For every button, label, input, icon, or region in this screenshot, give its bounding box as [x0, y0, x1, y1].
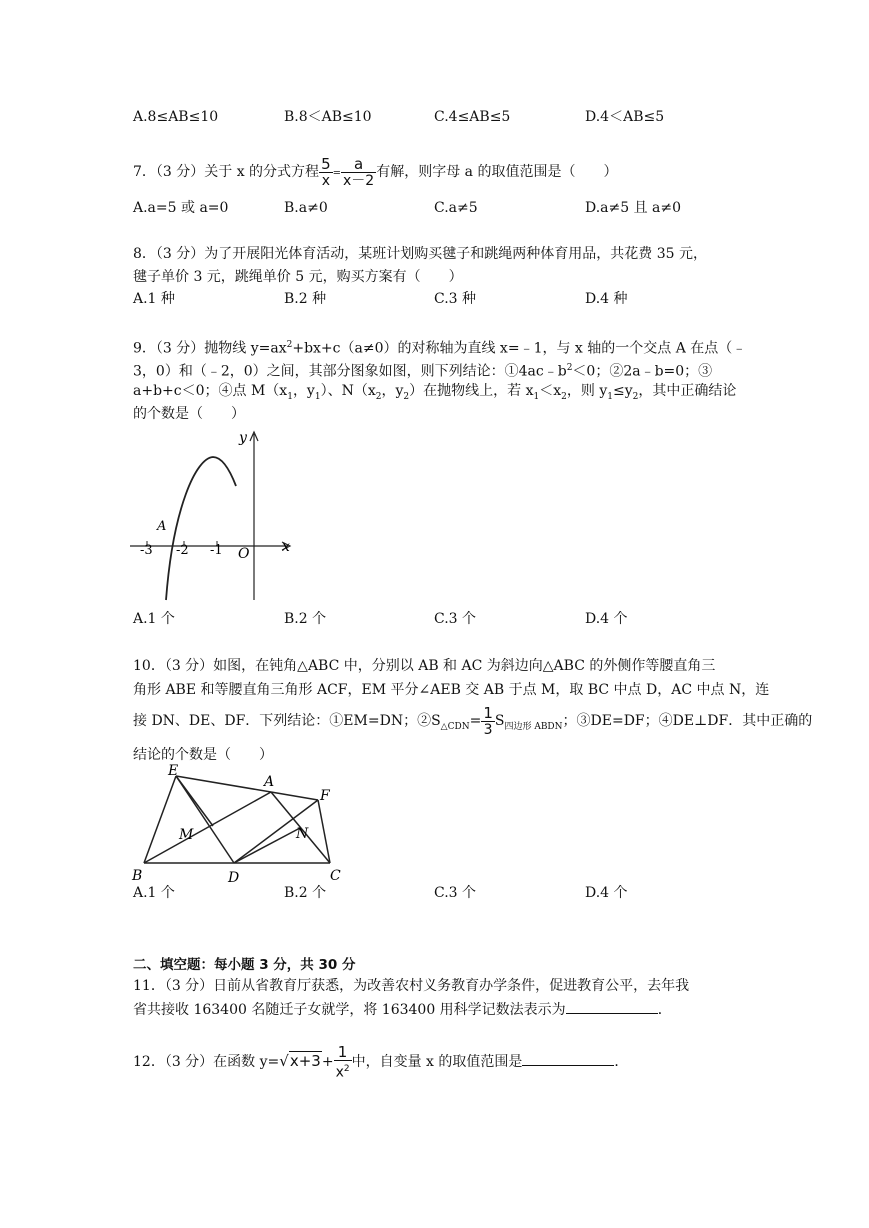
q7-option-a: A.a=5 或 a=0 [133, 200, 229, 216]
seg-ea [176, 776, 271, 792]
q9-line-2: 3，0）和（﹣2，0）之间，其部分图象如图，则下列结论：$①4ac﹣b^2<0$；②2a﹣b=0；③ [133, 363, 713, 380]
q6-option-a: A.8≤AB≤10 [133, 109, 219, 125]
q10-line-3: 接 DN、DE、DF．下列结论：①EM=DN；$②S_{\triangle CDN}=$ $\frac{1}{3}$ $S_{四边形 ABDN}$；③DE=DF；④DE⊥DF．其中正确的 [133, 703, 813, 738]
q8-option-a: A.1 种 [133, 291, 175, 307]
q10-option-a: A.1 个 [133, 885, 175, 901]
label-d: D [228, 870, 240, 886]
point-a-label: A [157, 519, 167, 534]
q12-stem: 12．（3 分）在函数 y=√x+3+ $\frac{1}{x^2}$ 中，自变量 x 的取值范围是 ． [133, 1042, 629, 1081]
q7-option-b: B.a≠0 [284, 200, 328, 216]
section-2-title: 二、填空题：每小题 3 分，共 30 分 [133, 957, 356, 973]
q9-option-c: C.3 个 [434, 611, 477, 627]
q8-line-2: 毽子单价 3 元，跳绳单价 5 元，购买方案有（ ） [133, 269, 463, 285]
q9-line-1: 9．（3 分）抛物线 $y=ax^2+bx+c(a\ne 0)$的对称轴为直线 x=﹣1，与 x 轴的一个交点 A 在点（﹣ [133, 340, 747, 357]
q7-fraction-1: $\frac{5}{x}$ [321, 154, 331, 189]
q6-options [133, 107, 753, 127]
q12-suffix: 中，自变量 x 的取值范围是 [351, 1054, 523, 1070]
q9-parabola-graph [128, 428, 298, 603]
q7-option-c: C.a≠5 [434, 200, 478, 216]
q6-option-c: C.4≤AB≤5 [434, 109, 511, 125]
q10-triangle-figure [128, 762, 348, 888]
seg-be [144, 776, 176, 863]
x-axis-label: x [282, 539, 290, 555]
q9-option-b: B.2 个 [284, 611, 327, 627]
label-m: M [179, 827, 194, 843]
seg-fc [318, 800, 330, 863]
label-e: E [168, 763, 179, 779]
seg-dn [234, 828, 300, 863]
q11-answer-blank[interactable] [566, 999, 658, 1014]
q9-option-a: A.1 个 [133, 611, 175, 627]
tick-label-minus-2: -2 [176, 543, 189, 558]
q7-option-d: D.a≠5 且 a≠0 [585, 200, 682, 216]
q6-option-b: B.8＜AB≤10 [284, 109, 372, 125]
q8-option-c: C.3 种 [434, 291, 477, 307]
q7-prefix: 7．（3 分）关于 x 的分式方程 [133, 164, 320, 180]
q10-line-2: 角形 ABE 和等腰直角三角形 ACF，EM 平分∠AEB 交 AB 于点 M，取 BC 中点 D，AC 中点 N，连 [133, 682, 770, 698]
q10-option-d: D.4 个 [585, 885, 628, 901]
q10-options [133, 883, 753, 903]
q7-equals: = [332, 168, 341, 179]
origin-label: O [238, 546, 250, 562]
q12-fraction: $\frac{1}{x^2}$ [335, 1042, 350, 1081]
q10-line-4: 结论的个数是（ ） [133, 747, 273, 763]
q8-option-d: D.4 种 [585, 291, 628, 307]
seg-ba [144, 792, 271, 863]
q9-option-d: D.4 个 [585, 611, 628, 627]
q12-prefix: 12．（3 分）在函数 y= [133, 1054, 280, 1070]
seg-af [271, 792, 318, 800]
label-b: B [132, 868, 143, 884]
q11-line-2: 省共接收 163400 名随迁子女就学，将 163400 用科学记数法表示为 ． [133, 999, 672, 1020]
q7-suffix: 有解，则字母 a 的取值范围是（ ） [376, 164, 618, 180]
q12-sqrt: √x+3 [279, 1052, 321, 1070]
q10-option-b: B.2 个 [284, 885, 327, 901]
q9-line-4: 的个数是（ ） [133, 406, 245, 422]
parabola-curve [166, 457, 236, 600]
tick-label-minus-3: -3 [140, 543, 153, 558]
q9-options [133, 609, 753, 629]
q10-option-c: C.3 个 [434, 885, 477, 901]
q6-option-d: D.4＜AB≤5 [585, 109, 665, 125]
q8-option-b: B.2 种 [284, 291, 327, 307]
label-f: F [320, 788, 330, 804]
label-n: N [296, 826, 309, 842]
y-axis-label: y [239, 430, 247, 446]
q8-line-1: 8．（3 分）为了开展阳光体育活动，某班计划购买毽子和跳绳两种体育用品，共花费 35 元， [133, 246, 707, 262]
q11-line-1: 11．（3 分）日前从省教育厅获悉，为改善农村义务教育办学条件，促进教育公平，去年我 [133, 978, 690, 994]
q7-fraction-2: $\frac{a}{x-2}$ [343, 154, 375, 189]
seg-ed [176, 776, 234, 863]
q7-options [133, 198, 753, 218]
tick-label-minus-1: -1 [210, 543, 223, 558]
q10-fraction: $\frac{1}{3}$ [483, 703, 493, 738]
q8-options [133, 289, 753, 309]
label-a: A [264, 774, 275, 790]
label-c: C [330, 868, 341, 884]
q7-stem [133, 154, 617, 190]
q10-line-1: 10．（3 分）如图，在钝角△ABC 中，分别以 AB 和 AC 为斜边向△ABC 的外侧作等腰直角三 [133, 658, 716, 674]
q12-answer-blank[interactable] [522, 1051, 614, 1066]
q9-line-3: a+b+c＜0；④点 $M(x_1$，$y_1$）、$N(x_2$，$y_2$）在抛物线上，若 $x_1<x_2$，则 $y_1\le y_2$，其中正确结论 [133, 383, 737, 402]
